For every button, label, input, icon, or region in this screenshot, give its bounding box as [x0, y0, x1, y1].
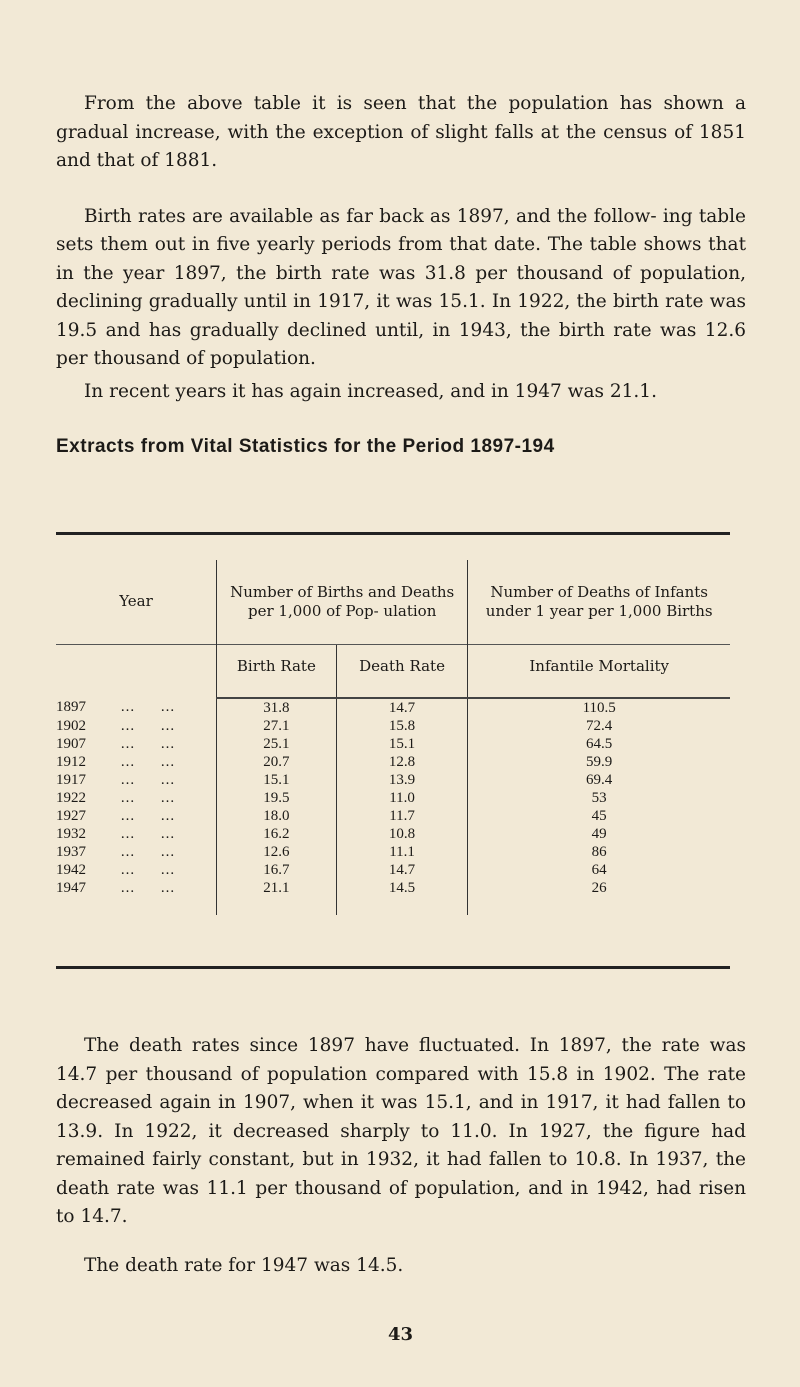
table-row	[56, 698, 730, 717]
table-row	[56, 753, 730, 771]
leader-dots: ...	[160, 699, 176, 715]
leader-dots: ...	[120, 699, 136, 715]
leader-dots: ...	[120, 753, 136, 770]
death-rate-cell: 15.8	[336, 717, 468, 735]
closing-text	[56, 1032, 746, 1280]
birth-rate-cell: 16.2	[217, 825, 337, 843]
birth-rate-cell: 18.0	[217, 807, 337, 825]
header-year: Year	[119, 592, 153, 611]
leader-dots: ...	[160, 825, 176, 842]
infant-mortality-cell: 86	[468, 843, 730, 861]
header-death-rate: Death Rate	[336, 644, 468, 689]
leader-dots: ...	[160, 735, 176, 752]
year-cell: 1937	[56, 843, 86, 860]
birth-rate-cell: 15.1	[217, 771, 337, 789]
birth-rate-cell: 25.1	[217, 735, 337, 753]
year-cell: 1932	[56, 825, 86, 842]
year-cell: 1912	[56, 753, 86, 770]
death-rate-cell: 14.5	[336, 879, 468, 897]
leader-dots: ...	[120, 717, 136, 734]
infant-mortality-cell: 69.4	[468, 771, 730, 789]
infant-mortality-cell: 53	[468, 789, 730, 807]
paragraph: Birth rates are available as far back as 1897, and the follow- ing table sets them out in five yearly periods from that date. The table shows that in the year 1897, the birth rate was 31.8 per thousand of population, declining gradually until in 1917, it was 15.1. In 1922, the birth rate was 19.5 and has gradually declined until, in 1943, the birth rate was 12.6 per thousand of population.	[56, 205, 746, 369]
table-row	[56, 807, 730, 825]
death-rate-cell: 14.7	[336, 698, 468, 717]
table-row	[56, 861, 730, 879]
infant-mortality-cell: 59.9	[468, 753, 730, 771]
page-number: 43	[388, 1324, 414, 1345]
table-row	[56, 843, 730, 861]
year-cell: 1927	[56, 807, 86, 824]
death-rate-cell: 10.8	[336, 825, 468, 843]
table-row	[56, 717, 730, 735]
header-infantile-mortality: Infantile Mortality	[468, 644, 730, 689]
year-cell: 1947	[56, 879, 86, 896]
paragraph: In recent years it has again increased, and in 1947 was 21.1.	[84, 380, 657, 402]
year-cell: 1942	[56, 861, 86, 878]
death-rate-cell: 13.9	[336, 771, 468, 789]
leader-dots: ...	[120, 861, 136, 878]
table-row	[56, 825, 730, 843]
birth-rate-cell: 12.6	[217, 843, 337, 861]
table-bottom-rule	[56, 966, 730, 969]
birth-rate-cell: 31.8	[217, 698, 337, 717]
infant-mortality-cell: 64	[468, 861, 730, 879]
leader-dots: ...	[120, 735, 136, 752]
death-rate-cell: 12.8	[336, 753, 468, 771]
year-cell: 1917	[56, 771, 86, 788]
leader-dots: ...	[160, 879, 176, 896]
infant-mortality-cell: 45	[468, 807, 730, 825]
table-row	[56, 735, 730, 753]
leader-dots: ...	[120, 789, 136, 806]
header-birth-rate: Birth Rate	[217, 644, 337, 689]
leader-dots: ...	[160, 771, 176, 788]
year-cell: 1902	[56, 717, 86, 734]
leader-dots: ...	[120, 807, 136, 824]
table-row	[56, 879, 730, 897]
table-row	[56, 771, 730, 789]
infant-mortality-cell: 72.4	[468, 717, 730, 735]
vital-statistics-table	[56, 560, 730, 915]
leader-dots: ...	[120, 843, 136, 860]
paragraph: The death rates since 1897 have fluctuated. In 1897, the rate was 14.7 per thousand of population compared with 15.8 in 1902. The rate decreased again in 1907, when it was 15.1, and in 1917, it had fallen to 13.9. In 1922, it decreased sharply to 11.0. In 1927, the figure had remained fairly constant, but in 1932, it had fallen to 10.8. In 1937, the death rate was 11.1 per thousand of population, and in 1942, had risen to 14.7.	[56, 1035, 746, 1227]
table-title: Extracts from Vital Statistics for the Period 1897-194	[56, 436, 555, 457]
leader-dots: ...	[160, 807, 176, 824]
leader-dots: ...	[160, 717, 176, 734]
infant-mortality-cell: 49	[468, 825, 730, 843]
header-rates-group: Number of Births and Deaths per 1,000 of Pop- ulation	[217, 560, 468, 644]
paragraph: From the above table it is seen that the population has shown a gradual increase, with the exception of slight falls at the census of 1851 and that of 1881.	[56, 93, 746, 171]
leader-dots: ...	[120, 879, 136, 896]
birth-rate-cell: 27.1	[217, 717, 337, 735]
leader-dots: ...	[160, 843, 176, 860]
infant-mortality-cell: 64.5	[468, 735, 730, 753]
year-cell: 1907	[56, 735, 86, 752]
birth-rate-cell: 16.7	[217, 861, 337, 879]
birth-rate-cell: 21.1	[217, 879, 337, 897]
header-infant: Number of Deaths of Infants under 1 year per 1,000 Births	[468, 560, 730, 644]
leader-dots: ...	[160, 861, 176, 878]
table-row	[56, 789, 730, 807]
table-top-rule	[56, 532, 730, 535]
intro-text	[56, 90, 746, 406]
year-cell: 1897	[56, 699, 86, 715]
death-rate-cell: 11.0	[336, 789, 468, 807]
death-rate-cell: 11.7	[336, 807, 468, 825]
death-rate-cell: 15.1	[336, 735, 468, 753]
leader-dots: ...	[160, 789, 176, 806]
infant-mortality-cell: 110.5	[468, 698, 730, 717]
infant-mortality-cell: 26	[468, 879, 730, 897]
leader-dots: ...	[160, 753, 176, 770]
birth-rate-cell: 19.5	[217, 789, 337, 807]
birth-rate-cell: 20.7	[217, 753, 337, 771]
paragraph: The death rate for 1947 was 14.5.	[84, 1254, 404, 1276]
year-cell: 1922	[56, 789, 86, 806]
leader-dots: ...	[120, 771, 136, 788]
death-rate-cell: 11.1	[336, 843, 468, 861]
death-rate-cell: 14.7	[336, 861, 468, 879]
leader-dots: ...	[120, 825, 136, 842]
